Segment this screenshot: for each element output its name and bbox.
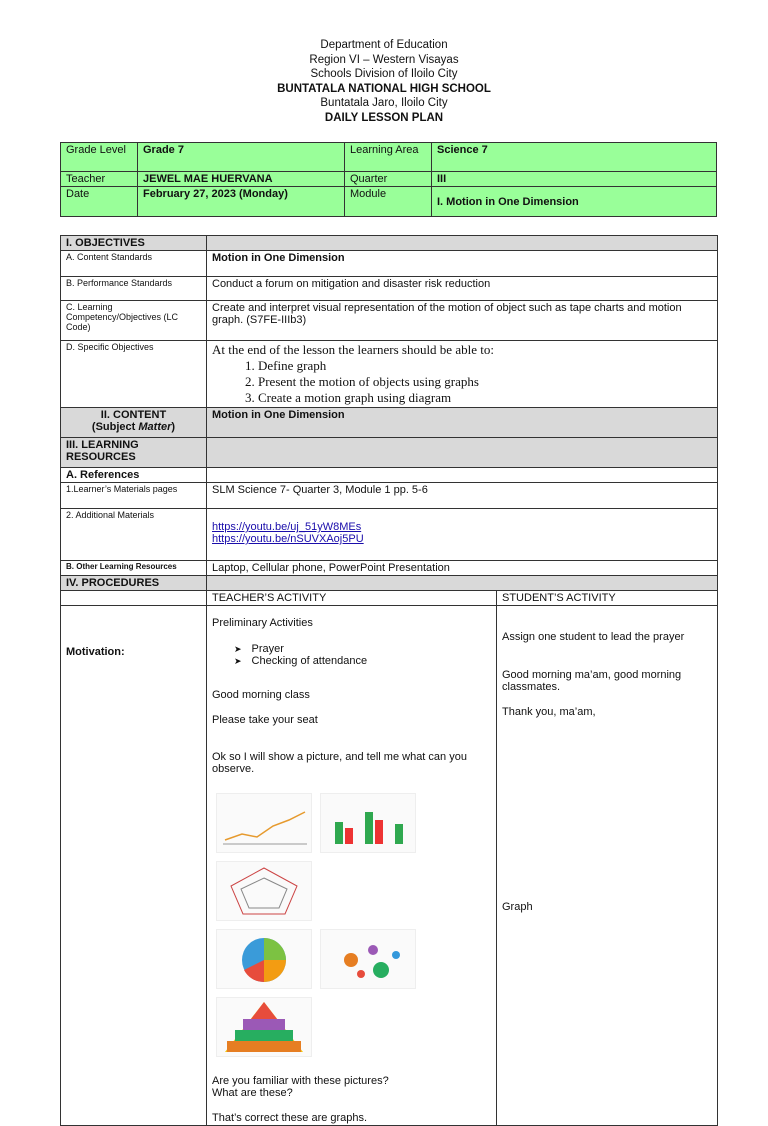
- youtube-link-1[interactable]: https://youtu.be/uj_51yW8MEs: [212, 521, 362, 533]
- teacher-value: JEWEL MAE HUERVANA: [138, 172, 345, 187]
- food-pyramid-image: [216, 997, 312, 1057]
- radar-chart-image: [216, 861, 312, 921]
- youtube-link-2[interactable]: https://youtu.be/nSUVXAoj5PU: [212, 533, 364, 545]
- student-assign: Assign one student to lead the prayer: [502, 631, 685, 643]
- motivation-label: Motivation:: [61, 606, 207, 1126]
- prelim-list: [212, 643, 491, 667]
- content-label-line1: II. CONTENT: [100, 409, 167, 421]
- header-address: Buntatala Jaro, Iloilo City: [320, 97, 448, 110]
- grade-level-label: Grade Level: [61, 143, 138, 172]
- specific-list: [212, 358, 712, 406]
- procedures-heading: IV. PROCEDURES: [61, 576, 207, 591]
- graph-pictures: [212, 789, 491, 1061]
- teacher-activity-header: TEACHER’S ACTIVITY: [207, 591, 497, 606]
- date-value: February 27, 2023 (Monday): [138, 187, 345, 217]
- lesson-plan-table: [60, 235, 718, 1126]
- specific-intro: At the end of the lesson the learners should be able to:: [212, 342, 494, 357]
- info-table: [60, 142, 717, 217]
- teacher-question-2: What are these?: [212, 1087, 293, 1099]
- student-thanks: Thank you, ma’am,: [502, 706, 596, 718]
- list-item: 1. Define graph: [258, 358, 712, 374]
- list-item: ➤ Checking of attendance: [234, 655, 491, 667]
- date-label: Date: [61, 187, 138, 217]
- teacher-take-seat: Please take your seat: [212, 714, 318, 726]
- student-activity-header: STUDENT’S ACTIVITY: [497, 591, 718, 606]
- prelim-activities: Preliminary Activities: [212, 617, 313, 629]
- module-value: I. Motion in One Dimension: [432, 187, 717, 217]
- list-item: 2. Present the motion of objects using graphs: [258, 374, 712, 390]
- objectives-heading: I. OBJECTIVES: [61, 236, 207, 251]
- header-region: Region VI – Western Visayas: [309, 53, 459, 66]
- bubble-chart-image: [320, 929, 416, 989]
- learners-materials-value: SLM Science 7- Quarter 3, Module 1 pp. 5-6: [207, 483, 718, 509]
- teacher-activity-cell: [207, 606, 497, 1126]
- student-answer-graph: Graph: [502, 901, 533, 913]
- learning-area-value: Science 7: [432, 143, 717, 172]
- line-graph-image: [216, 793, 312, 853]
- student-greeting: Good morning ma’am, good morning classmates.: [502, 669, 682, 693]
- content-standards-value: Motion in One Dimension: [207, 251, 718, 277]
- header-school: BUNTATALA NATIONAL HIGH SCHOOL: [277, 82, 491, 95]
- other-resources-label: B. Other Learning Resources: [61, 561, 207, 576]
- quarter-label: Quarter: [345, 172, 432, 187]
- other-resources-value: Laptop, Cellular phone, PowerPoint Presentation: [207, 561, 718, 576]
- document-title: DAILY LESSON PLAN: [324, 111, 444, 124]
- header-department: Department of Education: [320, 39, 448, 51]
- list-item: 3. Create a motion graph using diagram: [258, 390, 712, 406]
- specific-objectives-value: [207, 341, 718, 408]
- list-item: ➤ Prayer: [234, 643, 491, 655]
- content-label: [61, 408, 207, 438]
- teacher-label: Teacher: [61, 172, 138, 187]
- student-activity-cell: [497, 606, 718, 1126]
- teacher-confirmation: That’s correct these are graphs.: [212, 1112, 368, 1124]
- references-label: A. References: [61, 468, 207, 483]
- additional-materials-label: 2. Additional Materials: [61, 509, 207, 561]
- teacher-show-picture: Ok so I will show a picture, and tell me what can you observe.: [212, 751, 467, 775]
- document-header: [0, 38, 768, 126]
- content-value: Motion in One Dimension: [207, 408, 718, 438]
- learning-area-label: Learning Area: [345, 143, 432, 172]
- content-label-line2: (Subject Matter): [91, 421, 176, 433]
- competency-label: C. Learning Competency/Objectives (LC Code): [61, 301, 207, 341]
- grade-level-value: Grade 7: [138, 143, 345, 172]
- additional-materials-value: [207, 509, 718, 561]
- performance-standards-value: Conduct a forum on mitigation and disaster risk reduction: [207, 277, 718, 301]
- pie-chart-image: [216, 929, 312, 989]
- specific-objectives-label: D. Specific Objectives: [61, 341, 207, 408]
- bar-graph-image: [320, 793, 416, 853]
- quarter-value: III: [432, 172, 717, 187]
- performance-standards-label: B. Performance Standards: [61, 277, 207, 301]
- learning-resources-heading: III. LEARNING RESOURCES: [61, 438, 207, 468]
- competency-value: Create and interpret visual representation of the motion of object such as tape charts and motion graph. (S7FE-IIIb3): [207, 301, 718, 341]
- header-division: Schools Division of Iloilo City: [310, 68, 458, 81]
- module-label: Module: [345, 187, 432, 217]
- content-standards-label: A. Content Standards: [61, 251, 207, 277]
- teacher-greeting: Good morning class: [212, 689, 310, 701]
- learners-materials-label: 1.Learner’s Materials pages: [61, 483, 207, 509]
- teacher-question-1: Are you familiar with these pictures?: [212, 1075, 389, 1087]
